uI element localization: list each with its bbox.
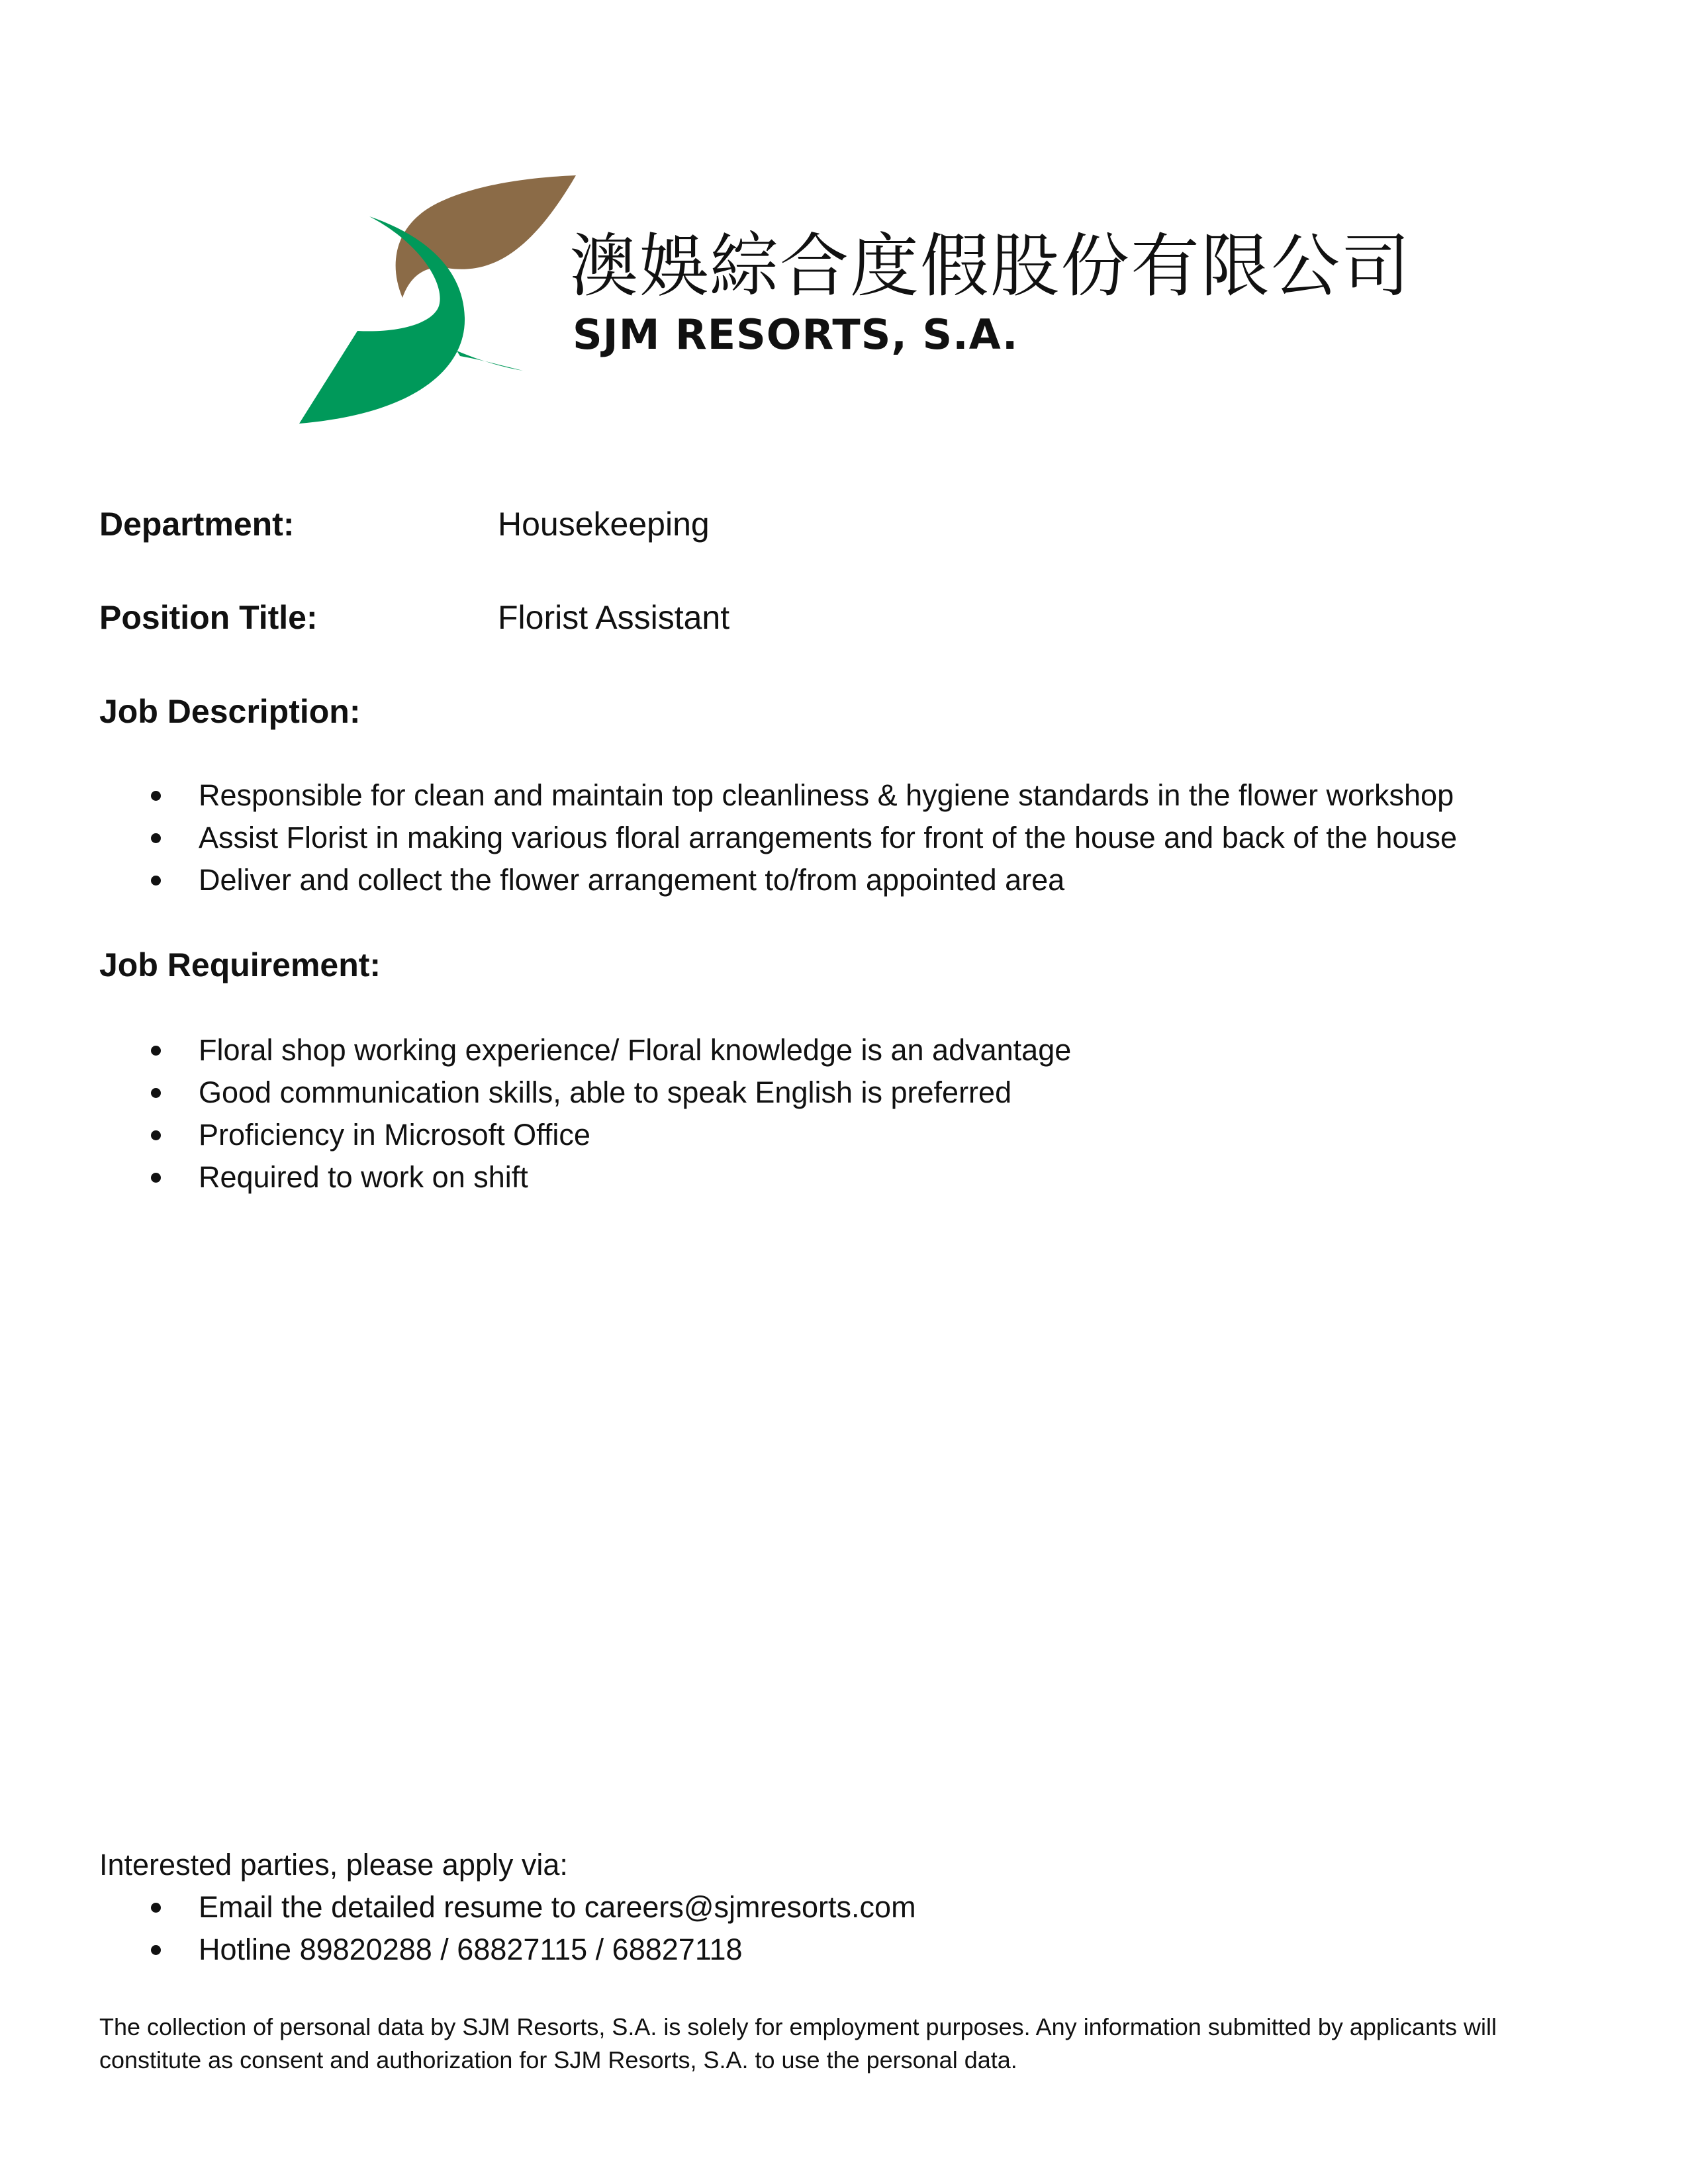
company-name-english: SJM RESORTS, S.A. <box>573 310 1019 359</box>
list-item-text: Responsible for clean and maintain top cleanliness & hygiene standards in the flower workshop <box>199 778 1454 812</box>
list-item-text: Required to work on shift <box>199 1160 528 1194</box>
bullet-icon <box>151 1945 161 1955</box>
department-label: Department: <box>99 506 295 543</box>
apply-hotline: Hotline 89820288 / 68827115 / 68827118 <box>199 1933 743 1966</box>
job-requirement-heading: Job Requirement: <box>99 946 381 983</box>
bullet-icon <box>151 1046 161 1056</box>
list-item-text: Deliver and collect the flower arrangement to/from appointed area <box>199 863 1065 897</box>
job-description-heading: Job Description: <box>99 693 361 730</box>
list-item-text: Proficiency in Microsoft Office <box>199 1118 590 1152</box>
bullet-icon <box>151 1130 161 1140</box>
position-title-label: Position Title: <box>99 599 318 636</box>
apply-email[interactable]: Email the detailed resume to careers@sjmresorts.com <box>199 1890 916 1924</box>
list-item-text: Assist Florist in making various floral arrangements for front of the house and back of the house <box>199 821 1457 854</box>
bullet-icon <box>151 1088 161 1098</box>
sjm-swoosh-logo-icon <box>291 169 583 427</box>
apply-intro: Interested parties, please apply via: <box>99 1848 568 1882</box>
company-logo <box>291 169 1417 433</box>
department-value: Housekeeping <box>498 506 710 543</box>
company-name-chinese: 澳娛綜合度假股份有限公司 <box>569 226 1412 306</box>
bullet-icon <box>151 791 161 801</box>
privacy-disclaimer: The collection of personal data by SJM Resorts, S.A. is solely for employment purposes. Any information submitted by applicants will constitute as consent and authorization for SJM Resorts, S.A. to use the personal data. <box>99 2013 1497 2073</box>
bullet-icon <box>151 1903 161 1913</box>
list-item-text: Good communication skills, able to speak English is preferred <box>199 1075 1012 1109</box>
bullet-icon <box>151 833 161 843</box>
list-item-text: Floral shop working experience/ Floral knowledge is an advantage <box>199 1033 1072 1067</box>
position-title-value: Florist Assistant <box>498 599 730 636</box>
bullet-icon <box>151 876 161 886</box>
bullet-icon <box>151 1173 161 1183</box>
